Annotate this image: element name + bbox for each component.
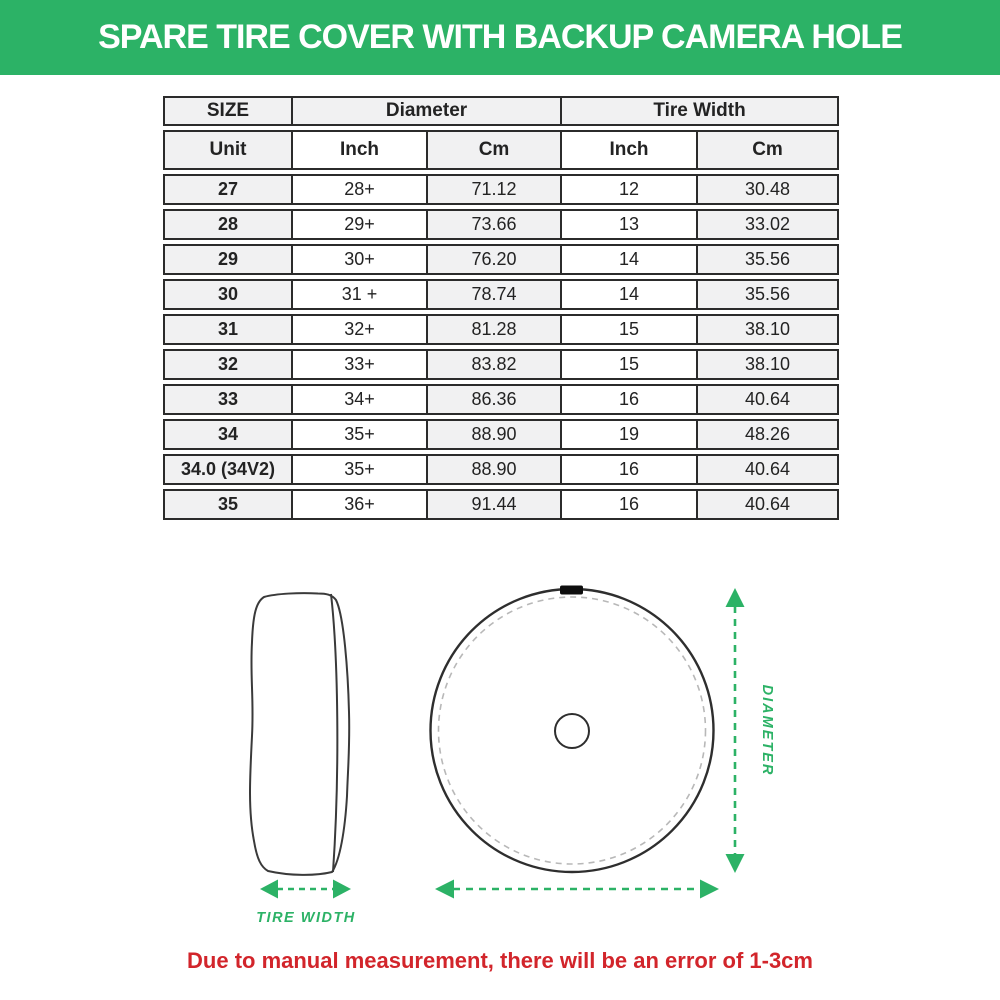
subheader-unit: Unit (163, 130, 293, 170)
cell-width-inch: 19 (562, 419, 698, 450)
cell-diameter-inch: 33+ (293, 349, 428, 380)
measurement-error-note: Due to manual measurement, there will be an error of 1-3cm (187, 948, 813, 973)
table-row (163, 384, 839, 415)
diameter-arrow (726, 588, 776, 873)
tire-width-label: TIRE WIDTH (256, 910, 356, 926)
tire-width-arrow (256, 880, 356, 927)
cell-diameter-inch: 28+ (293, 174, 428, 205)
cell-size: 35 (163, 489, 293, 520)
cell-size: 33 (163, 384, 293, 415)
tire-measurement-diagram (0, 560, 1000, 960)
header-diameter: Diameter (293, 96, 562, 126)
cell-diameter-cm: 73.66 (428, 209, 562, 240)
header-size: SIZE (163, 96, 293, 126)
arrowhead-left-icon (260, 880, 278, 899)
table-row (163, 244, 839, 275)
cell-width-cm: 35.56 (698, 279, 839, 310)
cell-size: 32 (163, 349, 293, 380)
diameter-width-arrow (435, 880, 719, 899)
cell-width-inch: 13 (562, 209, 698, 240)
cell-width-cm: 35.56 (698, 244, 839, 275)
cell-diameter-cm: 81.28 (428, 314, 562, 345)
table-row (163, 314, 839, 345)
table-row (163, 174, 839, 205)
cell-diameter-inch: 34+ (293, 384, 428, 415)
cell-width-cm: 40.64 (698, 384, 839, 415)
cell-diameter-inch: 35+ (293, 454, 428, 485)
tire-side-view (250, 593, 349, 875)
subheader-width-inch: Inch (562, 130, 698, 170)
arrowhead-down-icon (726, 854, 745, 873)
cell-diameter-cm: 88.90 (428, 419, 562, 450)
tire-front-view (431, 586, 714, 873)
cell-width-inch: 12 (562, 174, 698, 205)
table-header-row (163, 96, 839, 126)
cell-diameter-cm: 88.90 (428, 454, 562, 485)
table-row (163, 349, 839, 380)
arrowhead-right-icon (700, 880, 719, 899)
cell-diameter-inch: 35+ (293, 419, 428, 450)
cell-width-inch: 15 (562, 314, 698, 345)
table-row (163, 489, 839, 520)
cell-width-cm: 38.10 (698, 314, 839, 345)
diameter-label: DIAMETER (759, 684, 775, 777)
cell-diameter-inch: 32+ (293, 314, 428, 345)
cell-width-inch: 14 (562, 244, 698, 275)
cell-diameter-cm: 91.44 (428, 489, 562, 520)
header-tire-width: Tire Width (562, 96, 839, 126)
cell-width-cm: 48.26 (698, 419, 839, 450)
cell-diameter-cm: 83.82 (428, 349, 562, 380)
size-chart-table (163, 92, 839, 524)
cell-size: 34.0 (34V2) (163, 454, 293, 485)
table-row (163, 279, 839, 310)
cell-diameter-cm: 76.20 (428, 244, 562, 275)
cell-width-inch: 14 (562, 279, 698, 310)
cell-width-inch: 15 (562, 349, 698, 380)
cell-diameter-cm: 71.12 (428, 174, 562, 205)
arrowhead-up-icon (726, 588, 745, 607)
subheader-diameter-cm: Cm (428, 130, 562, 170)
cell-width-cm: 33.02 (698, 209, 839, 240)
arrowhead-left-icon (435, 880, 454, 899)
subheader-diameter-inch: Inch (293, 130, 428, 170)
cell-diameter-cm: 78.74 (428, 279, 562, 310)
cell-diameter-inch: 30+ (293, 244, 428, 275)
cell-diameter-cm: 86.36 (428, 384, 562, 415)
cell-size: 27 (163, 174, 293, 205)
arrowhead-right-icon (333, 880, 351, 899)
size-chart (163, 92, 839, 524)
cell-width-inch: 16 (562, 384, 698, 415)
camera-marker (560, 586, 583, 595)
cell-diameter-inch: 36+ (293, 489, 428, 520)
cell-diameter-inch: 29+ (293, 209, 428, 240)
cell-width-cm: 30.48 (698, 174, 839, 205)
cell-width-inch: 16 (562, 454, 698, 485)
cell-width-cm: 40.64 (698, 454, 839, 485)
subheader-width-cm: Cm (698, 130, 839, 170)
cell-size: 30 (163, 279, 293, 310)
table-subheader-row (163, 130, 839, 170)
header-banner (0, 0, 1000, 75)
cell-diameter-inch: 31 + (293, 279, 428, 310)
cell-size: 28 (163, 209, 293, 240)
cell-size: 31 (163, 314, 293, 345)
table-row (163, 209, 839, 240)
camera-hole-circle (555, 714, 589, 748)
cell-size: 29 (163, 244, 293, 275)
table-row (163, 419, 839, 450)
page-title: SPARE TIRE COVER WITH BACKUP CAMERA HOLE (98, 18, 902, 56)
cell-size: 34 (163, 419, 293, 450)
cell-width-cm: 38.10 (698, 349, 839, 380)
cell-width-inch: 16 (562, 489, 698, 520)
cell-width-cm: 40.64 (698, 489, 839, 520)
table-row (163, 454, 839, 485)
